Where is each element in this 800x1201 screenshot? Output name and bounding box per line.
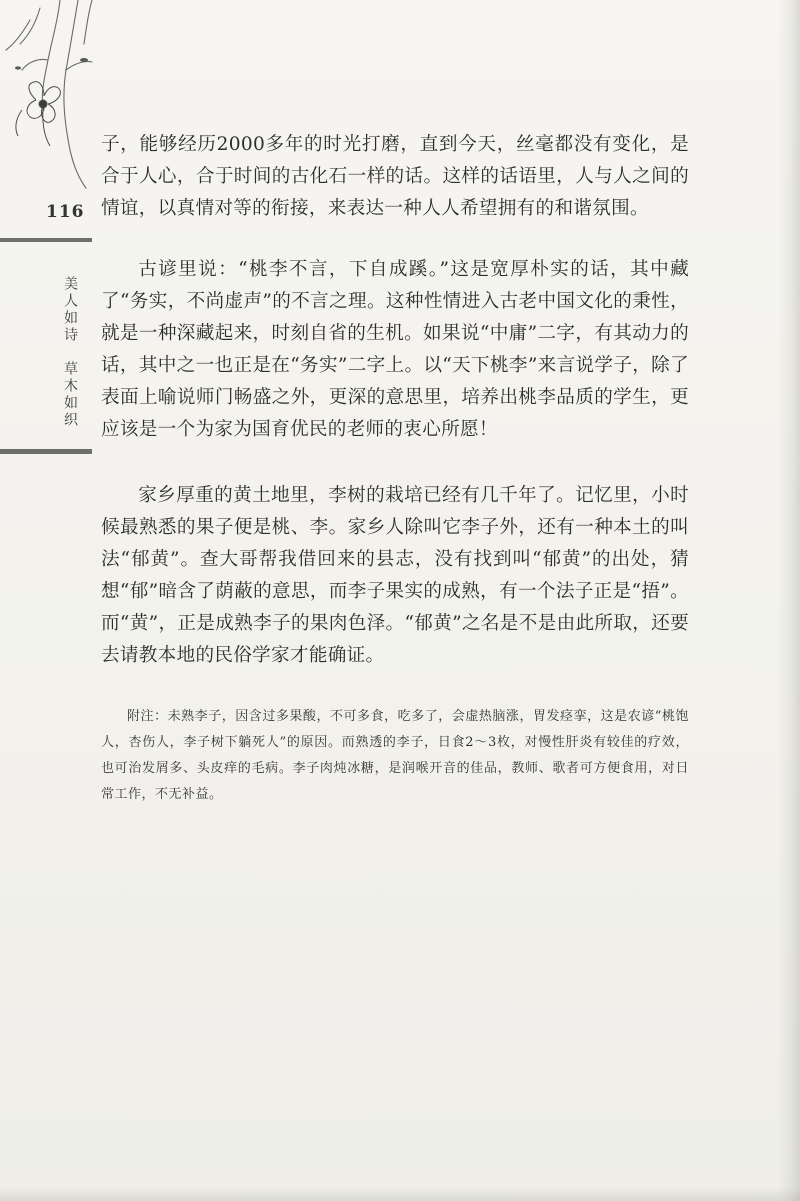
- paragraph-3: 家乡厚重的黄土地里，李树的栽培已经有几千年了。记忆里，小时候最熟悉的果子便是桃、李。家乡人除叫它李子外，还有一种本土的叫法“郁黄”。查大哥帮我借回来的县志，没有找到叫“郁黄”的出处，猜想“郁”暗含了荫蔽的意思，而李子果实的成熟，有一个法子正是“捂”。而“黄”，正是成熟李子的果肉色泽。“郁黄”之名是不是由此所取，还要去请教本地的民俗学家才能确证。: [101, 485, 689, 666]
- page-edge-shadow: [778, 0, 800, 1201]
- flower-sketch-icon: [0, 0, 110, 190]
- side-tab-rule-top: [0, 238, 92, 242]
- page-bottom-shadow: [0, 1187, 800, 1201]
- page-number: 116: [46, 202, 85, 222]
- side-tab-rule-bottom: [0, 449, 92, 454]
- paragraph-1: 子，能够经历2000多年的时光打磨，直到今天，丝毫都没有变化，是合于人心，合于时间的古化石一样的话。这样的话语里，人与人之间的情谊，以真情对等的衔接，来表达一种人人希望拥有的和谐氛围。: [101, 134, 689, 219]
- paragraph-2: 古谚里说：“桃李不言，下自成蹊。”这是宽厚朴实的话，其中藏了“务实，不尚虚声”的不言之理。这种性情进入古老中国文化的秉性，就是一种深藏起来，时刻自省的生机。如果说“中庸”二字，有其动力的话，其中之一也正是在“务实”二字上。以“天下桃李”来言说学子，除了表面上喻说师门畅盛之外，更深的意思里，培养出桃李品质的学生，更应该是一个为家为国育优民的老师的衷心所愿！: [101, 259, 689, 440]
- running-title: 美人如诗 草木如织: [62, 275, 78, 429]
- footnote: 附注：未熟李子，因含过多果酸，不可多食，吃多了，会虚热脑涨，胃发痉挛，这是农谚“桃饱人，杏伤人，李子树下躺死人”的原因。而熟透的李子，日食2～3枚，对慢性肝炎有较佳的疗效，也可治发屑多、头皮痒的毛病。李子肉炖冰糖，是润喉开音的佳品，教师、歌者可方便食用，对日常工作，不无补益。: [101, 709, 689, 802]
